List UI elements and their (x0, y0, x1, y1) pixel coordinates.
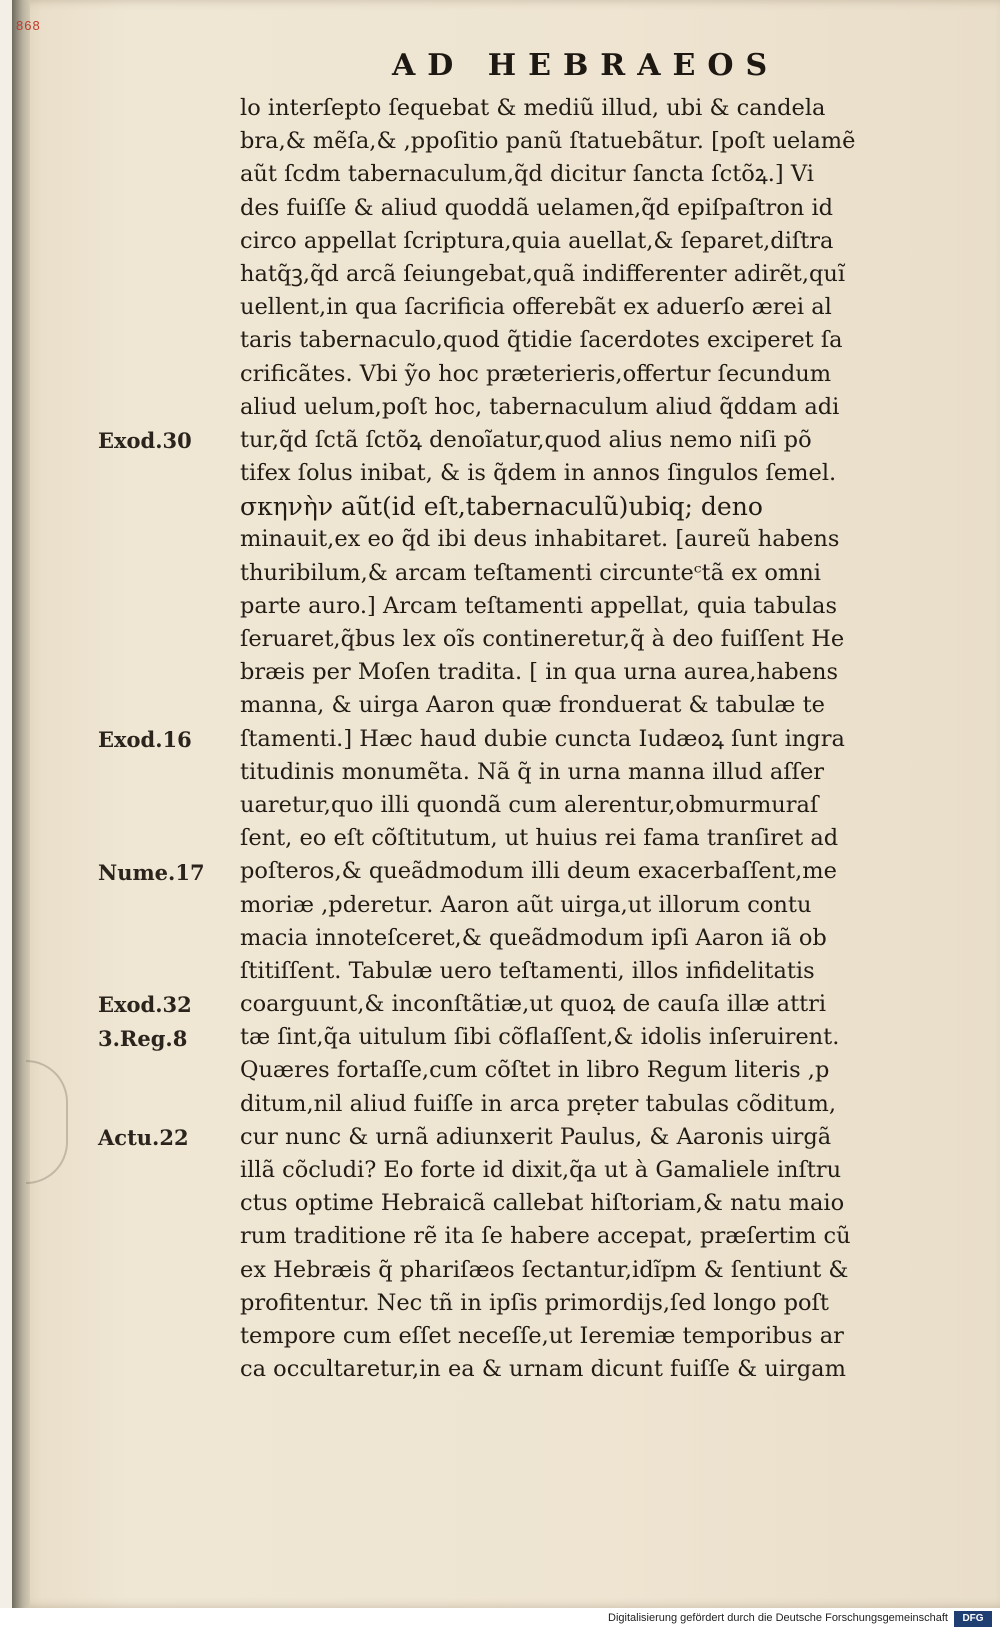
text-line: taris tabernaculo,quod q̃tidie ſacerdotes exciperet ſa (240, 327, 843, 354)
text-line: ſtamenti.] Hæc haud dubie cuncta Iudæoꝝ ſunt ingra (240, 725, 845, 752)
text-line: ſent, eo eſt cõſtitutum, ut huius rei fama tranſiret ad (240, 825, 839, 852)
text-line: tæ ſint,q̃a uitulum ſibi cõflaſſent,& idolis inſeruirent. (240, 1024, 840, 1051)
margin-reference: 3.Reg.8 (98, 1025, 188, 1051)
text-line: ſeruaret,q̃bus lex oĩs contineretur,q̃ à deo fuiſſent He (240, 626, 845, 652)
funding-credit: Digitalisierung gefördert durch die Deutsche Forschungsgemeinschaft (608, 1612, 948, 1624)
folio-number: 868 (16, 18, 41, 33)
text-line: macia innoteſceret,& queãdmodum ipſi Aaron iã ob (240, 924, 827, 951)
text-line: bra,& mẽſa,& ,ppoſitio panũ ſtatuebãtur. [poſt uelamẽ (240, 128, 856, 155)
text-line: tifex ſolus inibat, & is q̃dem in annos ſingulos ſemel. (240, 460, 837, 487)
text-line: parte auro.] Arcam teſtamenti appellat, quia tabulas (240, 592, 838, 619)
text-line: minauit,ex eo q̃d ibi deus inhabitaret. [aureũ habens (240, 526, 840, 553)
book-page (12, 0, 1000, 1608)
body-text (240, 92, 950, 1386)
dfg-logo-icon: DFG (954, 1611, 992, 1627)
text-line: circo appellat ſcriptura,quia auellat,& ſeparet,diſtra (240, 227, 834, 254)
running-header: AD HEBRAEOS (392, 48, 780, 83)
text-line: crificãtes. Vbi ỹo hoc præterieris,offertur ſecundum (240, 360, 832, 387)
text-line: tur,q̃d ſctã ſctõꝝ denoĩatur,quod alius nemo niſi põ (240, 426, 812, 453)
footer-bar (0, 1608, 1000, 1633)
text-line: uaretur,quo illi quondã cum alerentur,obmurmuraſ (240, 791, 819, 818)
text-line: uellent,in qua ſacrificia offerebãt ex aduerſo ærei al (240, 294, 832, 321)
text-line: rum traditione rẽ ita ſe habere accepat, præſertim cũ (240, 1223, 851, 1250)
text-line: hatq̃ꝫ,q̃d arcã ſeiungebat,quã indifferenter adirẽt,quĩ (240, 260, 846, 287)
text-line: thuribilum,& arcam teſtamenti circunteᶜtã ex omni (240, 559, 821, 586)
text-line: poſteros,& queãdmodum illi deum exacerbaſſent,me (240, 858, 837, 885)
text-line: aliud uelum,poſt hoc, tabernaculum aliud q̃ddam adi (240, 393, 840, 420)
text-line: ex Hebræis q̃ phariſæos ſectantur,idĩpm & ſentiunt & (240, 1256, 849, 1283)
text-line: profitentur. Nec tñ in ipſis primordijs,ſed longo poſt (240, 1289, 829, 1316)
page-clip-shadow (26, 1060, 68, 1184)
text-line: ctus optime Hebraicã callebat hiſtoriam,& natu maio (240, 1190, 845, 1217)
text-line: tempore cum eſſet neceſſe,ut Ieremiæ temporibus ar (240, 1322, 844, 1349)
text-line: titudinis monumẽta. Nã q̃ in urna manna illud aſſer (240, 758, 825, 785)
text-line: ſtitiſſent. Tabulæ uero teſtamenti, illos infidelitatis (240, 957, 815, 984)
book-spine (12, 0, 30, 1608)
text-line: illã cõcludi? Eo forte id dixit,q̃a ut à Gamaliele inſtru (240, 1157, 842, 1183)
margin-reference: Exod.32 (98, 992, 192, 1018)
text-line: aũt ſcdm tabernaculum,q̃d dicitur ſancta ſctõꝝ.] Vi (240, 161, 814, 188)
text-line: bræis per Moſen tradita. [ in qua urna aurea,habens (240, 659, 839, 686)
text-line: moriæ ,pderetur. Aaron aũt uirga,ut illorum contu (240, 891, 812, 918)
text-line: lo interſepto ſequebat & mediũ illud, ubi & candela (240, 95, 826, 121)
margin-reference: Exod.30 (98, 428, 192, 453)
margin-reference: Actu.22 (98, 1125, 189, 1151)
text-line: manna, & uirga Aaron quæ fronduerat & tabulæ te (240, 692, 825, 719)
text-line: coarguunt,& inconſtãtiæ,ut quoꝝ de cauſa illæ attri (240, 991, 827, 1018)
text-line: Quæres fortaſſe,cum cõſtet in libro Regum literis ,p (240, 1057, 830, 1084)
text-line: ditum,nil aliud fuiſſe in arca prẹter tabulas cõditum, (240, 1090, 836, 1117)
text-line: ca occultaretur,in ea & urnam dicunt fuiſſe & uirgam (240, 1356, 846, 1383)
text-line: cur nunc & urnã adiunxerit Paulus, & Aaronis uirgã (240, 1123, 832, 1150)
margin-reference: Nume.17 (98, 859, 205, 885)
text-line: σκηνὴν aũt(id eſt,tabernaculũ)ubiq; deno (240, 492, 763, 522)
margin-reference: Exod.16 (98, 726, 192, 752)
text-line: des fuiſſe & aliud quoddã uelamen,q̃d epiſpaſtron id (240, 194, 834, 221)
